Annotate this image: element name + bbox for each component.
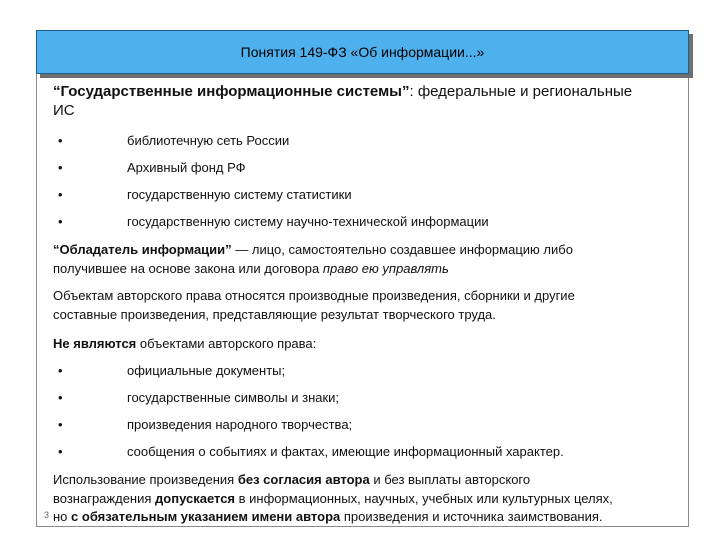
owner-term: “Обладатель информации” (53, 242, 232, 257)
bullet-icon: • (58, 214, 63, 229)
usage-line2 (0, 491, 720, 509)
list-item-text: Архивный фонд РФ (127, 160, 246, 175)
gis-definition: : федеральные и региональные (409, 83, 633, 100)
gis-term: “Государственные информационные системы” (53, 83, 410, 100)
list-item (0, 390, 720, 408)
owner-definition: — лицо, самостоятельно создавшее информацию либо (231, 242, 573, 257)
list-item (0, 417, 720, 435)
list-item (0, 187, 720, 205)
not-objects-heading (0, 336, 720, 354)
list-item (0, 133, 720, 151)
list-item (0, 214, 720, 232)
owner-definition-italic: право ею управлять (322, 261, 449, 276)
copyright-text-cont: составные произведения, представляющие результат творческого труда. (53, 307, 496, 322)
bullet-icon: • (58, 363, 63, 378)
copyright-text: Объектам авторского права относятся производные произведения, сборники и другие (53, 288, 575, 303)
slide-title-box (36, 30, 689, 74)
usage-bold: без согласия автора (237, 472, 370, 487)
slide-title: Понятия 149-ФЗ «Об информации...» (240, 44, 485, 60)
usage-text: произведения и источника заимствования. (340, 509, 603, 524)
list-item-text: официальные документы; (127, 363, 286, 378)
list-item-text: государственную систему научно-технической информации (127, 214, 489, 229)
gis-definition-cont: ИС (53, 102, 75, 119)
bullet-icon: • (58, 187, 63, 202)
owner-definition-cont: получившее на основе закона или договора (53, 261, 323, 276)
copyright-line1 (0, 288, 720, 306)
copyright-line2 (0, 307, 720, 325)
usage-text: Использование произведения (53, 472, 238, 487)
owner-line1 (0, 242, 720, 260)
list-item-text: государственные символы и знаки; (127, 390, 340, 405)
list-item-text: сообщения о событиях и фактах, имеющие информационный характер. (127, 444, 564, 459)
usage-bold: с обязательным указанием имени автора (71, 509, 341, 524)
gis-heading-line2 (0, 102, 720, 120)
list-item-text: произведения народного творчества; (127, 417, 353, 432)
usage-text: вознаграждения (53, 491, 156, 506)
bullet-icon: • (58, 417, 63, 432)
usage-text: и без выплаты авторского (369, 472, 531, 487)
list-item-text: библиотечную сеть России (127, 133, 290, 148)
page-number: 3 (44, 510, 50, 520)
usage-text: но (53, 509, 72, 524)
list-item (0, 363, 720, 381)
bullet-icon: • (58, 133, 63, 148)
list-item-text: государственную систему статистики (127, 187, 352, 202)
usage-line3 (0, 509, 720, 527)
bullet-icon: • (58, 444, 63, 459)
list-item (0, 160, 720, 178)
usage-line1 (0, 472, 720, 490)
not-objects-rest: объектами авторского права: (136, 336, 317, 351)
bullet-icon: • (58, 160, 63, 175)
usage-text: в информационных, научных, учебных или культурных целях, (235, 491, 613, 506)
gis-heading-line1 (0, 83, 720, 101)
list-item (0, 444, 720, 462)
owner-line2 (0, 261, 720, 279)
not-objects-bold: Не являются (53, 336, 137, 351)
bullet-icon: • (58, 390, 63, 405)
usage-bold: допускается (155, 491, 236, 506)
